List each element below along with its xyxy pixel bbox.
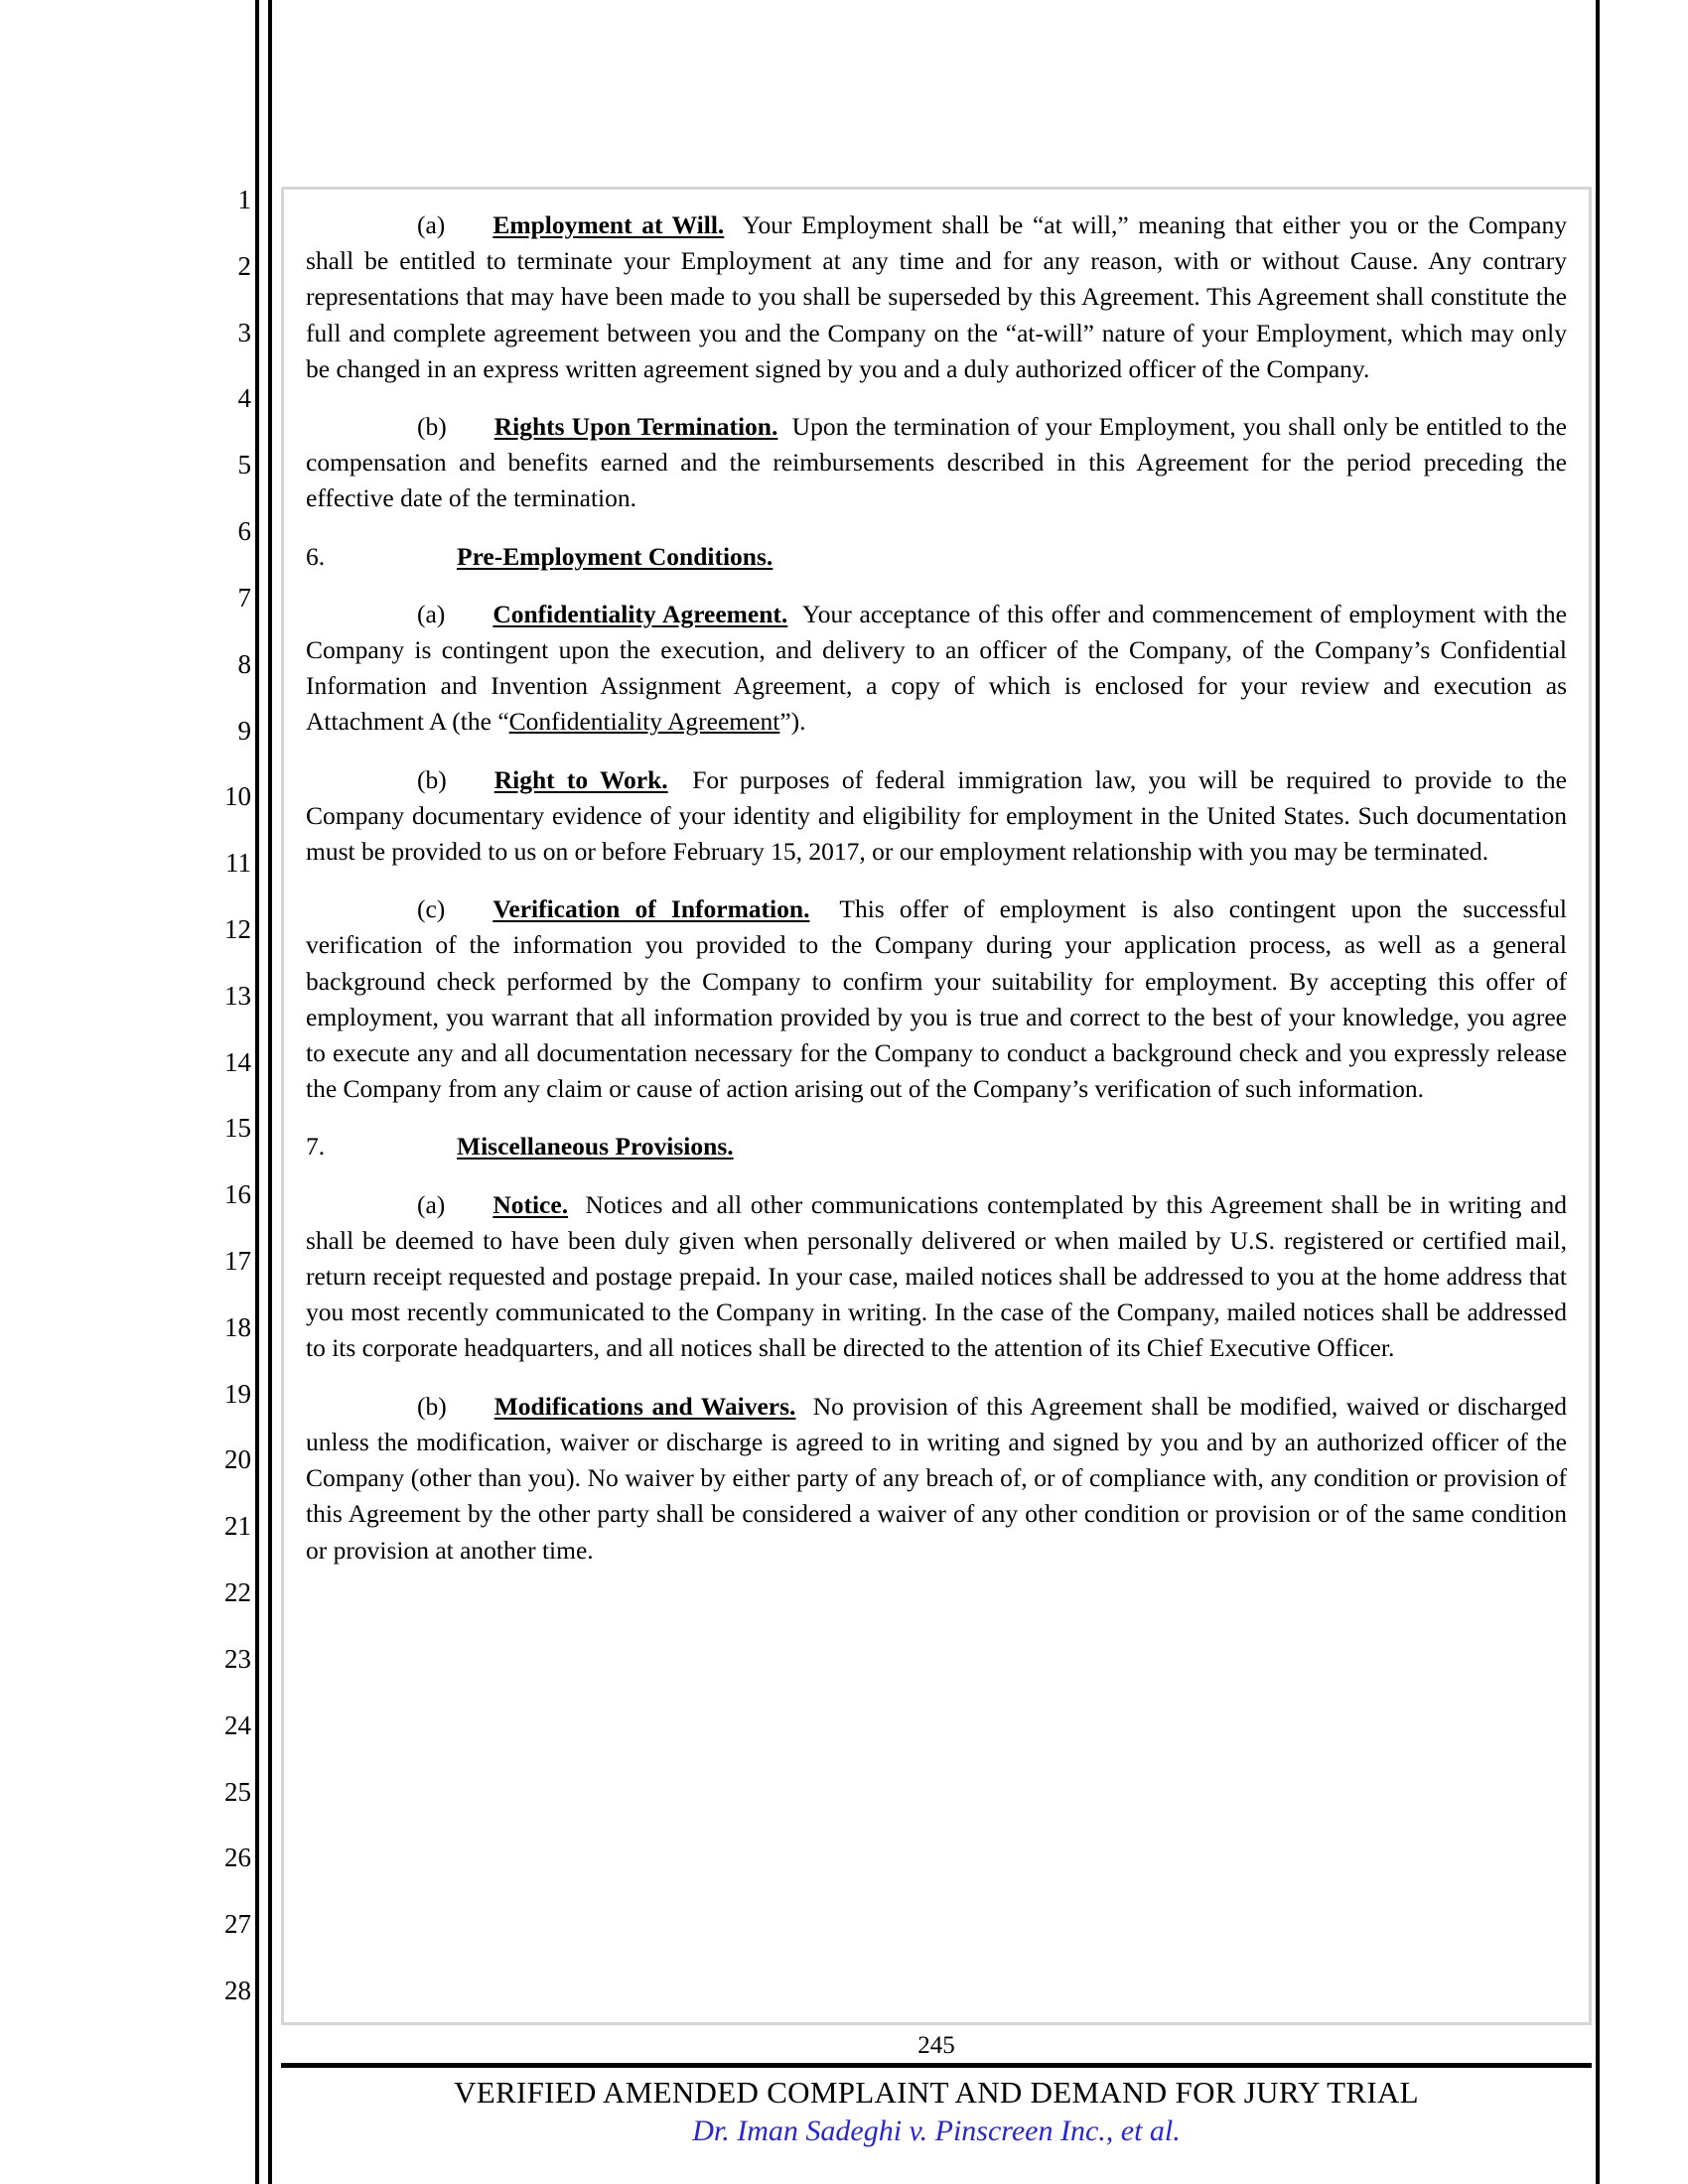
paragraph-text: This offer of employment is also contingent upon the successful verification of the information you provided to the Company during your application process, as well as a general background check performed by the Company to confirm your suitability for employment. By accepting this offer of employment, you warrant that all information provided by you is true and correct to the best of your knowledge, you agree to execute any and all documentation necessary for the Company to conduct a background check and you expressly release the Company from any claim or cause of action arising out of the Company’s verification of such information. [306,894,1567,1104]
paragraph-confidentiality-agreement [306,597,1567,741]
footer-document-title: VERIFIED AMENDED COMPLAINT AND DEMAND FOR JURY TRIAL [454,2075,1419,2110]
section-number: 6. [306,541,326,571]
line-number: 26 [224,1843,251,1873]
paragraph-notice [306,1187,1567,1367]
paragraph-text: Notices and all other communications contemplated by this Agreement shall be in writing and shall be deemed to have been duly given when personally delivered or when mailed by U.S. registered or certified mail, return receipt requested and postage prepaid. In your case, mailed notices shall be addressed to you at the home address that you most recently communicated to the Company in writing. In the case of the Company, mailed notices shall be addressed to its corporate headquarters, and all notices shall be directed to the attention of its Chief Executive Officer. [306,1189,1567,1363]
line-number: 24 [224,1709,251,1740]
line-number: 15 [224,1113,251,1144]
paragraph-heading: Rights Upon Termination. [493,412,778,442]
paragraph-marker: (a) [417,210,446,239]
paragraph-text: Your acceptance of this offer and commencement of employment with the Company is contingent upon the execution, and delivery to an officer of the Company, of the Company’s Confidential Information and Invention Assignment Agreement, a copy of which is enclosed for your review and execution as Attachment A (the “ [306,599,1567,737]
paragraph-marker: (c) [417,894,446,924]
page-footer [281,2031,1592,2151]
paragraph-employment-at-will [306,207,1567,387]
paragraph-marker: (b) [417,1391,447,1421]
footer-divider [281,2063,1592,2068]
paragraph-heading: Right to Work. [493,764,668,794]
line-number: 6 [237,516,251,547]
line-number: 28 [224,1975,251,2005]
paragraph-text: No provision of this Agreement shall be modified, waived or discharged unless the modification, waiver or discharge is agreed to in writing and signed by you and by an authorized officer of the Company (other than you). No waiver by either party of any breach of, or of compliance with, any condition or provision of this Agreement by the other party shall be considered a waiver of any other condition or provision or of the same condition or provision at another time. [306,1391,1568,1565]
line-number: 13 [224,980,251,1011]
line-number: 23 [224,1643,251,1674]
line-number: 14 [224,1046,251,1077]
footer-page-number: 245 [917,2032,955,2059]
footer-case-caption: Dr. Iman Sadeghi v. Pinscreen Inc., et al. [692,2115,1181,2147]
section-title: Pre-Employment Conditions. [457,541,774,571]
line-number: 25 [224,1776,251,1807]
paragraph-heading: Modifications and Waivers. [493,1391,796,1421]
line-number: 7 [237,582,251,613]
line-number: 27 [224,1909,251,1940]
line-number: 12 [224,913,251,944]
paragraph-marker: (b) [417,764,447,794]
paragraph-text: Upon the termination of your Employment, you shall only be entitled to the compensation and benefits earned and the reimbursements described in this Agreement for the period preceding the effective date of the termination. [306,412,1567,513]
section-number: 7. [306,1132,326,1161]
line-number: 22 [224,1577,251,1608]
paragraph-marker: (a) [417,599,446,628]
line-number: 3 [237,317,251,347]
line-number: 21 [224,1511,251,1542]
section-heading-7 [306,1129,1567,1164]
line-number-column [194,187,251,2003]
line-number: 2 [237,250,251,281]
paragraph-right-to-work [306,762,1567,871]
paragraph-heading: Notice. [492,1189,569,1219]
paragraph-modifications-and-waivers [306,1389,1567,1569]
line-number: 4 [237,383,251,414]
line-number: 17 [224,1246,251,1276]
paragraph-marker: (a) [417,1189,446,1219]
line-number: 11 [225,848,251,879]
left-margin-rule-inner [268,0,272,2184]
defined-term-confidentiality-agreement: Confidentiality Agreement [508,707,780,737]
line-number: 16 [224,1179,251,1210]
left-margin-rule-outer [255,0,259,2184]
paragraph-heading: Employment at Will. [492,210,725,239]
document-text-box [281,187,1592,2025]
paragraph-marker: (b) [417,412,447,442]
line-number: 20 [224,1444,251,1475]
line-number: 8 [237,648,251,679]
paragraph-text: Your Employment shall be “at will,” meaning that either you or the Company shall be entitled to terminate your Employment at any time and for any reason, with or without Cause. Any contrary representations that may have been made to you shall be superseded by this Agreement. This Agreement shall constitute the full and complete agreement between you and the Company on the “at-will” nature of your Employment, which may only be changed in an express written agreement signed by you and a duly authorized officer of the Company. [306,210,1567,383]
right-margin-rule [1596,0,1600,2184]
paragraph-text: For purposes of federal immigration law, you will be required to provide to the Company documentary evidence of your identity and eligibility for employment in the United States. Such documentation must be provided to us on or before February 15, 2017, or our employment relationship with you may be terminated. [306,764,1567,867]
section-title: Miscellaneous Provisions. [457,1132,734,1161]
line-number: 1 [237,185,251,214]
paragraph-text-tail: ”). [779,707,806,737]
section-heading-6 [306,539,1567,575]
line-number: 5 [237,450,251,480]
line-number: 9 [237,715,251,746]
line-number: 10 [224,781,251,812]
line-number: 19 [224,1378,251,1409]
paragraph-heading: Verification of Information. [492,894,810,924]
paragraph-heading: Confidentiality Agreement. [492,599,788,628]
paragraph-verification-of-information [306,891,1567,1107]
paragraph-rights-upon-termination [306,409,1567,517]
line-number: 18 [224,1311,251,1342]
